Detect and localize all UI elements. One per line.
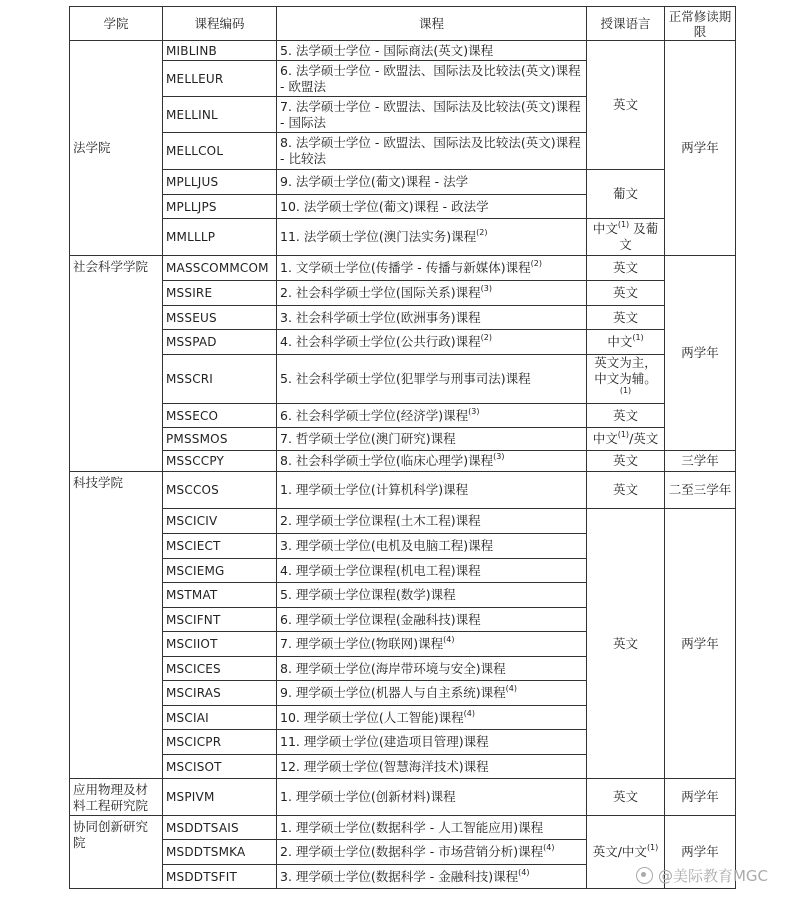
course-name: 6. 法学硕士学位 - 欧盟法、国际法及比较法(英文)课程 - 欧盟法 — [277, 61, 587, 97]
table-row — [70, 306, 736, 330]
course-name-text: 7. 理学硕士学位(物联网)课程 — [280, 636, 444, 651]
table-row — [70, 404, 736, 428]
course-code: MSCIIOT — [163, 632, 277, 657]
watermark-logo-icon — [636, 867, 653, 884]
course-code: MSDDTSAIS — [163, 816, 277, 840]
course-name: 7. 法学硕士学位 - 欧盟法、国际法及比较法(英文)课程 - 国际法 — [277, 97, 587, 133]
course-name: 8. 理学硕士学位(海岸带环境与安全)课程 — [277, 657, 587, 681]
school-social-sciences: 社会科学学院 — [70, 256, 163, 472]
course-name-text: 4. 社会科学硕士学位(公共行政)课程 — [280, 334, 481, 349]
footnote-marker: (3) — [480, 284, 492, 293]
course-name — [277, 281, 587, 306]
course-code: MSSCRI — [163, 355, 277, 404]
table-row — [70, 170, 736, 195]
footnote-marker: (4) — [463, 708, 475, 718]
course-name: 8. 法学硕士学位 - 欧盟法、国际法及比较法(英文)课程 - 比较法 — [277, 133, 587, 170]
course-name-text: 8. 社会科学硕士学位(临床心理学)课程 — [280, 453, 494, 468]
footnote-marker: (2) — [530, 259, 542, 268]
course-code: PMSSMOS — [163, 428, 277, 451]
footnote-marker: (1) — [632, 333, 644, 342]
language-text: 英文为主，中文为辅。 — [594, 355, 657, 386]
header-code: 课程编码 — [163, 7, 277, 41]
footnote-marker: (1) — [617, 430, 630, 439]
course-code: MPLLJPS — [163, 195, 277, 219]
course-name-text: 3. 理学硕士学位(数据科学 - 金融科技)课程 — [280, 868, 519, 884]
footnote-marker: (1) — [617, 220, 630, 229]
course-code: MELLCOL — [163, 133, 277, 170]
language-cell: 英文 — [587, 256, 665, 281]
footnote-marker: (4) — [505, 684, 517, 693]
course-name: 5. 法学硕士学位 - 国际商法(英文)课程 — [277, 41, 587, 61]
course-code: MASSCOMMCOM — [163, 256, 277, 281]
language-cell — [587, 219, 665, 256]
duration-cell: 两学年 — [665, 779, 736, 816]
course-name-text: 10. 理学硕士学位(人工智能)课程 — [280, 709, 464, 725]
language-cell: 葡文 — [587, 170, 665, 219]
footnote-marker: (4) — [518, 867, 530, 877]
course-code: MSSEUS — [163, 306, 277, 330]
table-row — [70, 256, 736, 281]
table-row — [70, 41, 736, 61]
table-row — [70, 355, 736, 404]
footnote-marker: (3) — [493, 452, 505, 461]
school-technology: 科技学院 — [70, 472, 163, 779]
course-name: 12. 理学硕士学位(智慧海洋技术)课程 — [277, 755, 587, 779]
course-code: MIBLINB — [163, 41, 277, 61]
course-name: 3. 理学硕士学位(电机及电脑工程)课程 — [277, 534, 587, 559]
footnote-marker: (2) — [480, 333, 492, 342]
duration-cell: 两学年 — [665, 509, 736, 779]
language-cell: 英文 — [587, 404, 665, 428]
footnote-marker: (2) — [476, 228, 488, 237]
language-cell: 英文 — [587, 451, 665, 472]
course-code: MSCIRAS — [163, 681, 277, 706]
table-header-row — [70, 7, 736, 41]
course-name — [277, 840, 587, 865]
course-name: 3. 社会科学硕士学位(欧洲事务)课程 — [277, 306, 587, 330]
course-code: MSCISOT — [163, 755, 277, 779]
course-name: 1. 理学硕士学位(创新材料)课程 — [277, 779, 587, 816]
course-name — [277, 865, 587, 889]
table-row — [70, 472, 736, 509]
language-text: 中文 — [592, 431, 618, 446]
footnote-marker: (4) — [543, 843, 555, 852]
course-code: MSCCOS — [163, 472, 277, 509]
course-code: MSDDTSMKA — [163, 840, 277, 865]
course-name — [277, 451, 587, 472]
course-name-text: 9. 理学硕士学位(机器人与自主系统)课程 — [280, 685, 506, 700]
course-name — [277, 632, 587, 657]
language-cell: 英文 — [587, 779, 665, 816]
course-name-text: 2. 社会科学硕士学位(国际关系)课程 — [280, 285, 481, 300]
course-code: MSCIECT — [163, 534, 277, 559]
course-code: MSSECO — [163, 404, 277, 428]
course-code: MSCIFNT — [163, 608, 277, 632]
course-code: MSSIRE — [163, 281, 277, 306]
course-name: 5. 理学硕士学位课程(数学)课程 — [277, 583, 587, 608]
course-code: MSDDTSFIT — [163, 865, 277, 889]
course-code: MSCICIV — [163, 509, 277, 534]
course-code: MSCIEMG — [163, 559, 277, 583]
footnote-marker: (4) — [443, 635, 455, 644]
school-law: 法学院 — [70, 41, 163, 256]
footnote-marker: (1) — [646, 843, 659, 852]
watermark — [636, 865, 768, 886]
course-name — [277, 330, 587, 355]
course-name: 10. 法学硕士学位(葡文)课程 - 政法学 — [277, 195, 587, 219]
table-row — [70, 330, 736, 355]
course-name: 11. 理学硕士学位(建造项目管理)课程 — [277, 730, 587, 755]
footnote-marker: (1) — [619, 386, 632, 395]
watermark-text: @美际教育MGC — [657, 867, 768, 885]
duration-cell: 二至三学年 — [665, 472, 736, 509]
course-name: 1. 理学硕士学位(数据科学 - 人工智能应用)课程 — [277, 816, 587, 840]
course-name: 9. 法学硕士学位(葡文)课程 - 法学 — [277, 170, 587, 195]
course-name — [277, 681, 587, 706]
course-name-text: 6. 社会科学硕士学位(经济学)课程 — [280, 407, 469, 423]
course-name — [277, 404, 587, 428]
language-text: 中文 — [592, 221, 618, 236]
language-cell: 英文 — [587, 306, 665, 330]
table-row — [70, 779, 736, 816]
course-code: MSCICES — [163, 657, 277, 681]
footnote-marker: (3) — [468, 406, 480, 416]
language-text: 中文 — [607, 334, 633, 349]
course-name — [277, 219, 587, 256]
language-text: /英文 — [629, 431, 659, 446]
header-duration: 正常修读期限 — [665, 7, 736, 41]
table-row — [70, 281, 736, 306]
course-name: 7. 哲学硕士学位(澳门研究)课程 — [277, 428, 587, 451]
course-code: MSCIAI — [163, 706, 277, 730]
course-name-text: 1. 文学硕士学位(传播学 - 传播与新媒体)课程 — [280, 260, 531, 275]
school-applied-physics: 应用物理及材料工程研究院 — [70, 779, 163, 816]
course-code: MSSCCPY — [163, 451, 277, 472]
school-collaborative-innovation: 协同创新研究院 — [70, 816, 163, 889]
table-row — [70, 219, 736, 256]
language-text: 英文/中文 — [592, 844, 647, 859]
course-name: 2. 理学硕士学位课程(土木工程)课程 — [277, 509, 587, 534]
duration-cell: 两学年 — [665, 41, 736, 256]
header-course: 课程 — [277, 7, 587, 41]
course-code: MSTMAT — [163, 583, 277, 608]
course-name — [277, 256, 587, 281]
course-code: MSPIVM — [163, 779, 277, 816]
course-name: 5. 社会科学硕士学位(犯罪学与刑事司法)课程 — [277, 355, 587, 404]
duration-cell: 两学年 — [665, 256, 736, 451]
course-name: 1. 理学硕士学位(计算机科学)课程 — [277, 472, 587, 509]
course-code: MSSPAD — [163, 330, 277, 355]
duration-cell: 两学年 — [665, 816, 736, 889]
course-name: 4. 理学硕士学位课程(机电工程)课程 — [277, 559, 587, 583]
course-name-text: 11. 法学硕士学位(澳门法实务)课程 — [280, 229, 477, 244]
language-cell: 英文 — [587, 41, 665, 170]
language-text: 及葡文 — [619, 221, 659, 252]
language-cell — [587, 428, 665, 451]
table-row — [70, 428, 736, 451]
course-code: MSCICPR — [163, 730, 277, 755]
course-table — [69, 6, 736, 889]
course-code: MMLLLP — [163, 219, 277, 256]
table-row — [70, 816, 736, 840]
duration-cell: 三学年 — [665, 451, 736, 472]
language-cell: 英文 — [587, 281, 665, 306]
language-cell — [587, 355, 665, 404]
language-cell: 英文 — [587, 472, 665, 509]
language-cell: 英文 — [587, 509, 665, 779]
header-school: 学院 — [70, 7, 163, 41]
course-name-text: 2. 理学硕士学位(数据科学 - 市场营销分析)课程 — [280, 844, 544, 859]
header-language: 授课语言 — [587, 7, 665, 41]
course-name: 6. 理学硕士学位课程(金融科技)课程 — [277, 608, 587, 632]
course-name — [277, 706, 587, 730]
course-code: MPLLJUS — [163, 170, 277, 195]
language-cell — [587, 330, 665, 355]
table-row — [70, 451, 736, 472]
course-code: MELLINL — [163, 97, 277, 133]
table-row — [70, 509, 736, 534]
course-code: MELLEUR — [163, 61, 277, 97]
